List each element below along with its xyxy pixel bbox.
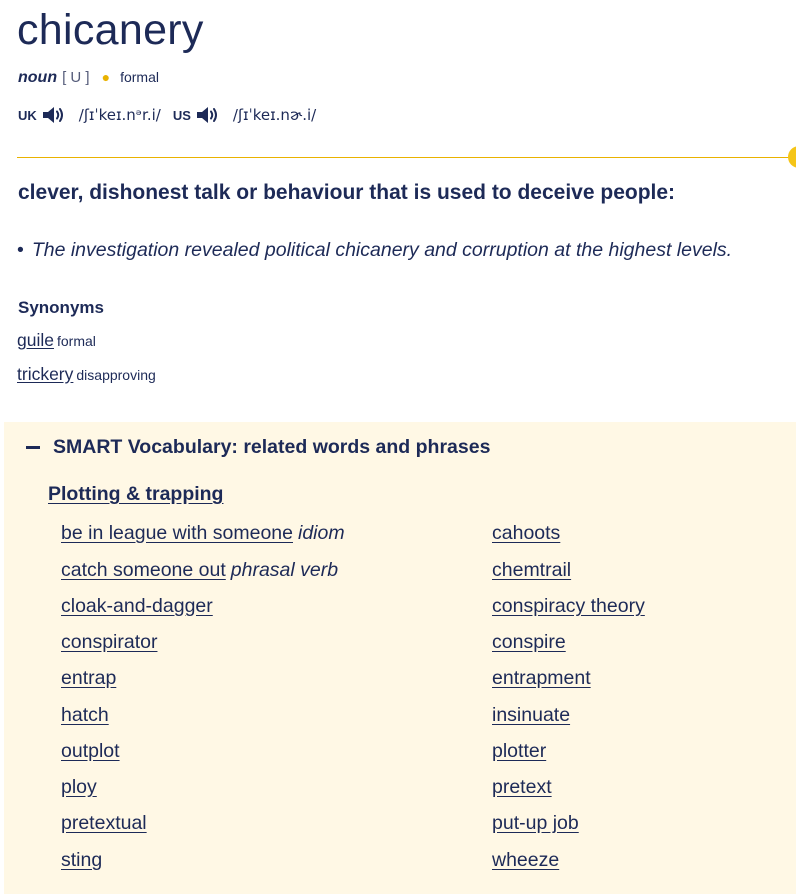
related-word-link[interactable]: sting [61, 849, 103, 871]
related-word-link[interactable]: cahoots [492, 522, 561, 544]
list-item [61, 595, 213, 618]
related-word-link[interactable]: cloak-and-dagger [61, 595, 213, 617]
region-uk-label: UK [18, 107, 37, 123]
list-item [61, 812, 147, 835]
related-word-link[interactable]: entrapment [492, 667, 591, 689]
list-item [61, 704, 109, 727]
list-item [61, 667, 116, 690]
smart-vocabulary-title: SMART Vocabulary: related words and phrases [53, 436, 491, 458]
divider-knob [788, 146, 796, 168]
related-word-link[interactable]: ploy [61, 776, 97, 798]
related-word-link[interactable]: conspiracy theory [492, 595, 645, 617]
related-word-link[interactable]: conspire [492, 631, 566, 653]
related-word-link[interactable]: insinuate [492, 704, 571, 726]
list-item [492, 631, 566, 654]
synonym-link[interactable]: trickery [17, 364, 74, 384]
related-word-link[interactable]: pretextual [61, 812, 147, 834]
list-item [492, 595, 645, 618]
list-item [492, 740, 546, 763]
list-item [61, 631, 157, 654]
definition: clever, dishonest talk or behaviour that is used to deceive people: [18, 181, 676, 204]
list-item [61, 522, 345, 545]
speaker-uk-icon[interactable] [41, 104, 67, 126]
related-word-link[interactable]: plotter [492, 740, 547, 762]
list-item [492, 704, 570, 727]
list-item [61, 849, 102, 872]
related-word-link[interactable]: pretext [492, 776, 552, 798]
list-item [492, 522, 560, 545]
headword: chicanery [17, 6, 204, 54]
usage-label: formal [120, 69, 159, 85]
pronunciation-row [18, 104, 328, 126]
topic-link[interactable]: Plotting & trapping [48, 483, 224, 505]
region-us-label: US [172, 107, 191, 123]
word-type-label: idiom [298, 522, 345, 544]
related-word-link[interactable]: be in league with someone [61, 522, 293, 544]
bullet-dot-icon: ● [101, 69, 111, 85]
smart-vocabulary-header[interactable] [26, 436, 490, 459]
bullet-icon: • [17, 239, 24, 261]
ipa-us: /ʃɪˈkeɪ.nɚ.i/ [232, 106, 317, 124]
grammar-line [18, 69, 159, 87]
collapse-minus-icon[interactable] [26, 446, 40, 449]
related-word-link[interactable]: conspirator [61, 631, 158, 653]
synonym-row [17, 364, 156, 385]
related-word-link[interactable]: put-up job [492, 812, 579, 834]
ipa-uk: /ʃɪˈkeɪ.nᵊr.i/ [78, 106, 161, 124]
example-sentence [17, 239, 732, 262]
related-word-link[interactable]: wheeze [492, 849, 560, 871]
related-word-link[interactable]: hatch [61, 704, 109, 726]
section-divider [17, 157, 791, 158]
part-of-speech: noun [18, 69, 58, 86]
smart-vocabulary-panel [4, 422, 796, 894]
related-word-link[interactable]: catch someone out [61, 559, 226, 581]
related-word-link[interactable]: chemtrail [492, 559, 572, 581]
synonym-row [17, 330, 96, 351]
synonym-label: formal [56, 333, 96, 349]
related-word-link[interactable]: entrap [61, 667, 117, 689]
list-item [61, 776, 97, 799]
example-text: The investigation revealed political chicanery and corruption at the highest levels. [31, 239, 733, 261]
list-item [492, 667, 591, 690]
list-item [492, 559, 571, 582]
list-item [61, 740, 120, 763]
word-type-label: phrasal verb [230, 559, 339, 581]
list-item [61, 559, 338, 582]
speaker-us-icon[interactable] [195, 104, 221, 126]
synonyms-heading: Synonyms [18, 298, 104, 317]
synonym-link[interactable]: guile [17, 330, 54, 350]
grammar-code: [ U ] [62, 69, 90, 86]
list-item [492, 812, 579, 835]
related-word-link[interactable]: outplot [61, 740, 120, 762]
list-item [492, 776, 552, 799]
synonym-label: disapproving [76, 367, 156, 383]
list-item [492, 849, 559, 872]
